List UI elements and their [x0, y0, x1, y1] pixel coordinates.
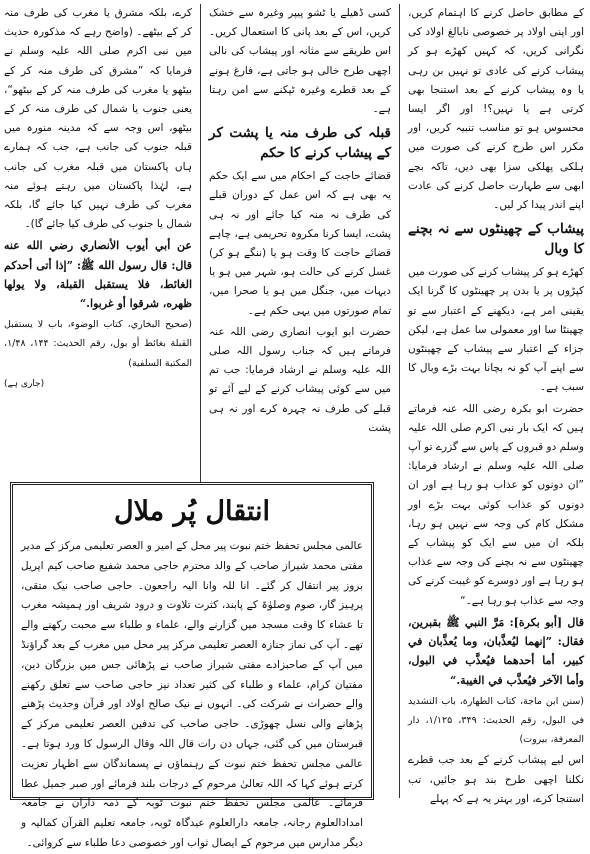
section-heading: قبلہ کی طرف منہ یا پشت کر کے پیشاب کرنے کا حکم	[209, 125, 391, 162]
column-left	[4, 4, 192, 396]
column-right	[408, 4, 584, 811]
obituary-notice-box	[10, 482, 374, 849]
continued-note: (جاری ہے)	[4, 378, 45, 389]
hadith-reference: (صحيح البخاري، كتاب الوضوء، باب لا يستقبل القبلة بغائط أو بول، رقم الحديث: ۱۴۴، ۱/۴۸، المكتبة السلفية)	[4, 319, 192, 369]
paragraph: کے مطابق حاصل کرنے کا اہتمام کریں، اور اپنی اولاد پر خصوصی نابالغ اولاد کی نگرانی کریں، کہ کہیں کھڑے ہو کر پیشاب کرنے کی عادی تو نہیں بن رہی یا وہ پیشاب کرنے کے بعد استنجا بھی کرتی ہے یا نہیں؟! اور اگر ایسا محسوس ہو تو مناسب تنبیہ کریں، اور مکرر اس طرح کرنے کی صورت میں ہلکی پھلکی سزا بھی دیں، تاکہ بچے ابھی سے طہارت حاصل کرنے کی عادت اپنے اندر پیدا کر لیں۔	[408, 7, 584, 212]
paragraph: حضرت ابو بکرہ رضی اللہ عنہ فرماتے ہیں کہ ایک بار نبی اکرم صلی اللہ علیہ وسلم دو قبروں کے پاس سے گزرے تو آپ صلی اللہ علیہ وسلم نے ارشاد فرمایا: ”ان دونوں کو عذاب ہو رہا ہے اور ان دونوں کو عذاب کوئی بہت بڑے اور مشکل کام کی وجہ سے نہیں ہو رہا، بلکہ ان میں سے ایک کو پیشاب کے چھینٹوں سے نہ بچنے کی وجہ سے عذاب ہو رہا ہے اور دوسرے کو غیبت کرنے کی وجہ سے عذاب ہو رہا ہے۔“	[408, 402, 584, 607]
column-divider	[399, 4, 400, 798]
paragraph: قضائے حاجت کے احکام میں سے ایک حکم یہ بھی ہے کہ اس عمل کے دوران قبلے کی طرف نہ منہ کیا جائے اور نہ ہی پشت، ایسا کرنا مکروہ تحریمی ہے، چاہے قضائے حاجت کا وقت ہو یا (ننگے ہو کر) غسل کرنے کی حالت ہو، شہر میں ہو یا دیہات میں، جنگل میں ہو یا صحرا میں، تمام صورتوں میں یہی حکم ہے۔	[209, 170, 391, 317]
column-middle	[209, 4, 391, 440]
hadith-reference: (سنن ابن ماجة، كتاب الطهارة، باب التشديد في البول، رقم الحديث: ۳۴۹، ۱/۱۲۵، دار المعرفة، بيروت)	[408, 695, 584, 746]
section-heading: پیشاب کے چھینٹوں سے نہ بچنے کا وبال	[408, 221, 584, 258]
paragraph: اس لیے پیشاب کرنے کے بعد جب قطرے نکلنا اچھی طرح بند ہو جائیں، تب استنجا کرے، اور بہتر یہ ہے کہ پہلے	[408, 754, 584, 805]
paragraph: کسی ڈھیلے یا ٹشو پیپر وغیرہ سے خشک کریں، اس کے بعد پانی کا استعمال کریں۔ اس طریقے سے مثانہ اور پیشاب کی نالی اچھی طرح خالی ہو جاتی ہے، فارغ ہونے کے بعد قطرے وغیرہ ٹپکنے سے امن رہتا ہے۔	[209, 7, 391, 116]
notice-body: عالمی مجلس تحفظ ختم نبوت پیر محل کے امیر و العصر تعلیمی مرکز کے مدیر مفتی محمد شیراز صاحب کے والد محترم حاجی محمد شفیع صاحب کیم اپریل بروز پیر انتقال کر گئے۔ انا للہ وانا الیہ راجعون۔ حاجی صاحب نیک متقی، پرہیز گار، صوم وصلوٰۃ کے پابند، کثرت تلاوت و درود شریف اور ہمیشہ مغرب تا عشاء کا وقت مسجد میں گزارنے والے، علماء و طلباء سے محبت رکھنے والے تھے۔ آپ کی نماز جنازہ العصر تعلیمی مرکز پیر محل میں مغرب کے بعد گراؤنڈ میں آپ کے صاحبزادے مفتی شیراز صاحب نے پڑھائی جس میں بزرگان دین، مفتیان کرام، علماء و طلباء کی کثیر تعداد نیز حاجی صاحب سے تعلق رکھنے والے حضرات نے شرکت کی۔ انہوں نے نیک صالح اولاد اور قرآن وحدیث پڑھنے پڑھانے والی نسل چھوڑی۔ حاجی صاحب کی تدفین العصر تعلیمی مرکز کے قبرستان میں کی گئی، جہاں دن رات قال اللہ وقال الرسول کا ورد ہوتا ہے۔ عالمی مجلس تحفظ ختم نبوت کے رہنماؤں نے پسماندگان سے اظہار تعزیت کرتے ہوئے کہا کہ اللہ تعالیٰ مرحوم کے درجات بلند فرمائے اور صبر جمیل عطا فرمائے۔ عالمی مجلس تحفظ ختم نبوت ٹوبہ کے ذمہ داران نے جامعہ امدادالعلوم رجانہ، جامعہ دارالعلوم عیدگاہ ٹوبہ، جامعہ تعلیم القرآن کمالیہ و دیگر مدارس میں مرحوم کے ایصال ثواب اور خصوصی دعا طلباء سے کروائی۔	[21, 540, 363, 849]
notice-title: انتقال پُر ملال	[113, 496, 271, 527]
arabic-hadith: عن أبي أيوب الأنصاري رضي الله عنه قال: قال رسول الله ﷺ: ”إذا أتى أحدكم الغائط، فلا يستقبل القبلة، ولا يولها ظهره، شرقوا أو غربوا.“	[4, 239, 192, 311]
paragraph: کھڑے ہو کر پیشاب کرنے کی صورت میں کپڑوں پر یا بدن پر چھینٹوں کا گرنا ایک یقینی امر ہے، دیکھنے کے اعتبار سے تو چھینٹا سا اور معمولی سا عمل ہے، لیکن جزاء کے اعتبار سے پیشاب کے چھینٹوں سے اپنے آپ کو نہ بچانا بہت بڑے وبال کا سبب ہے۔	[408, 266, 584, 394]
paragraph: کرے، بلکہ مشرق یا مغرب کی طرف منہ کر کے بیٹھے۔ (واضح رہے کہ مذکورہ حدیث میں نبی اکرم صلی اللہ علیہ وسلم نے فرمایا کہ ”مشرق کی طرف منہ کر کے بیٹھو یا مغرب کی طرف منہ کر کے بیٹھو“، یعنی جنوب یا شمال کی طرف منہ کر کے بیٹھو، اس وجہ سے کہ مدینہ منورہ میں قبلہ جنوب کی جانب ہے، جب کہ ہمارے ہاں پاکستان میں قبلہ مغرب کی جانب ہے، لہٰذا پاکستان میں رہتے ہوئے منہ مغرب کی طرف نہیں کیا جائے گا، بلکہ شمال یا جنوب کی طرف کیا جائے گا)۔	[4, 7, 192, 231]
paragraph: حضرت ابو ایوب انصاری رضی اللہ عنہ فرماتے ہیں کہ جناب رسول اللہ صلی اللہ علیہ وسلم نے ارشاد فرمایا: جب تم میں سے کوئی پیشاب کرنے کے لیے آئے تو قبلے کی طرف نہ چہرہ کرے اور نہ ہی پشت	[209, 325, 391, 434]
arabic-hadith: قال [أبو بكرة]: مَرَّ النبي ﷺ بقبرين، فقال: ”إنهما ليُعذَّبان، وما يُعذَّبان في كبير، أما أحدهما فيُعذَّب في البول، وأما الآخر فيُعذَّب في الغيبة.“	[408, 615, 584, 687]
column-divider	[200, 4, 201, 482]
